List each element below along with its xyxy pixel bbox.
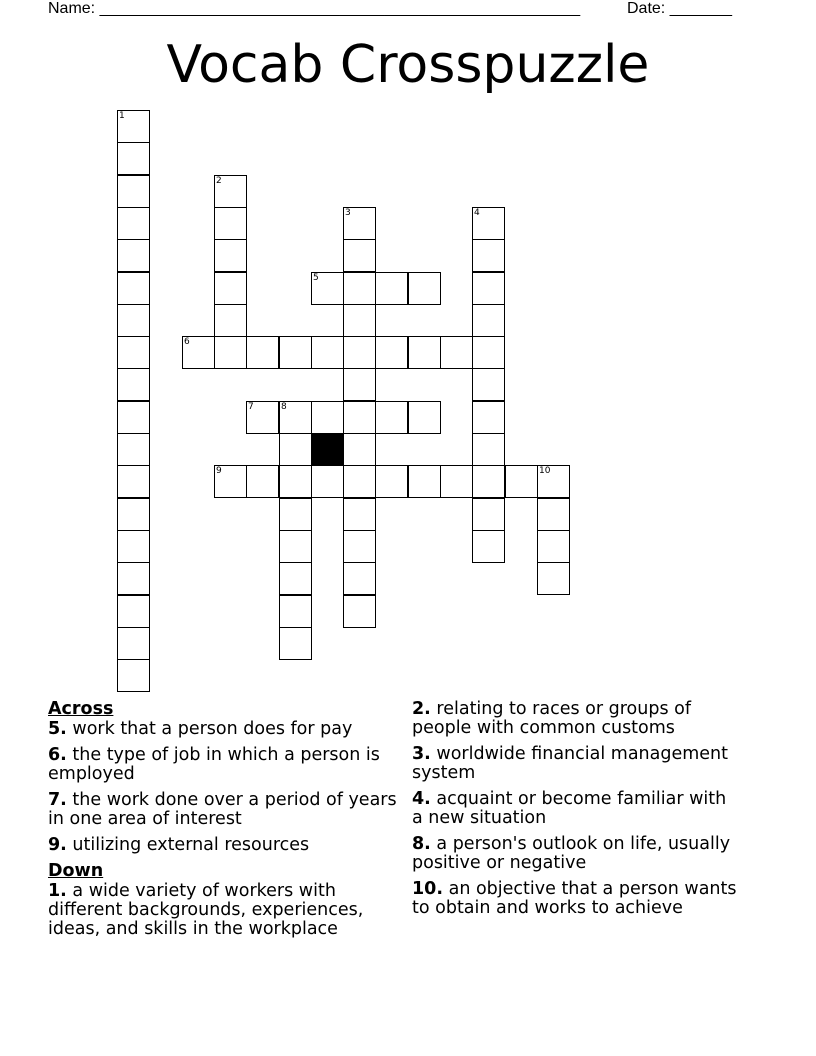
crossword-cell[interactable] [117,562,150,595]
crossword-cell[interactable] [117,401,150,434]
crossword-cell[interactable] [246,465,279,498]
crossword-cell[interactable] [117,530,150,563]
crossword-cell[interactable] [279,595,312,628]
date-field-line: Date: _______ [627,0,732,17]
crossword-cell[interactable] [117,659,150,692]
crossword-cell[interactable] [343,336,376,369]
crossword-cell[interactable] [472,368,505,401]
crossword-cell[interactable] [117,627,150,660]
crossword-cell[interactable] [279,465,312,498]
crossword-cell[interactable] [343,368,376,401]
crossword-cell[interactable] [279,433,312,466]
crossword-cell[interactable] [117,239,150,272]
clue-down-10: 10. an objective that a person wants to obtain and works to achieve [412,879,737,918]
crossword-cell[interactable] [117,368,150,401]
clue-down-1: 1. a wide variety of workers with different backgrounds, experiences, ideas, and skills in the workplace [48,881,364,939]
crossword-cell[interactable] [117,110,150,143]
crossword-cell[interactable] [117,175,150,208]
across-heading: Across [48,699,114,719]
crossword-cell[interactable] [279,401,312,434]
crossword-cell[interactable] [408,401,441,434]
clue-down-3: 3. worldwide financial management system [412,744,728,783]
crossword-cell[interactable] [537,465,570,498]
clue-number: 10 [539,466,551,476]
crossword-cell[interactable] [117,498,150,531]
crossword-cell[interactable] [408,272,441,305]
crossword-cell[interactable] [214,272,247,305]
crossword-cell[interactable] [440,336,473,369]
crossword-cell[interactable] [472,336,505,369]
crossword-cell[interactable] [279,498,312,531]
clue-across-5: 5. work that a person does for pay [48,719,353,739]
crossword-cell[interactable] [472,272,505,305]
crossword-cell[interactable] [537,530,570,563]
crossword-cell[interactable] [343,530,376,563]
crossword-cell[interactable] [343,562,376,595]
crossword-cell[interactable] [472,239,505,272]
clue-number: 2 [216,176,222,186]
crossword-cell[interactable] [117,595,150,628]
clue-across-6: 6. the type of job in which a person is employed [48,745,380,784]
crossword-cell[interactable] [343,498,376,531]
crossword-cell[interactable] [472,401,505,434]
crossword-cell[interactable] [214,239,247,272]
crossword-cell[interactable] [117,433,150,466]
crossword-cell[interactable] [343,207,376,240]
crossword-cell[interactable] [408,336,441,369]
puzzle-title: Vocab Crosspuzzle [166,35,650,95]
crossword-cell[interactable] [311,465,344,498]
clue-number: 5 [313,273,319,283]
crossword-cell[interactable] [537,498,570,531]
crossword-cell[interactable] [472,530,505,563]
clue-number: 3 [345,208,351,218]
crossword-cell[interactable] [343,401,376,434]
crossword-cell[interactable] [472,433,505,466]
crossword-cell[interactable] [440,465,473,498]
crossword-cell[interactable] [311,401,344,434]
down-heading: Down [48,861,104,881]
crossword-black-cell [311,433,344,466]
crossword-cell[interactable] [311,336,344,369]
clue-number: 9 [216,466,222,476]
crossword-cell[interactable] [117,272,150,305]
crossword-cell[interactable] [117,207,150,240]
crossword-cell[interactable] [214,207,247,240]
crossword-cell[interactable] [343,465,376,498]
clue-number: 8 [281,402,287,412]
crossword-cell[interactable] [117,142,150,175]
clue-number: 4 [474,208,480,218]
crossword-cell[interactable] [505,465,538,498]
crossword-cell[interactable] [375,401,408,434]
crossword-cell[interactable] [472,498,505,531]
crossword-cell[interactable] [343,304,376,337]
crossword-cell[interactable] [214,304,247,337]
crossword-cell[interactable] [375,336,408,369]
clues-left-column [48,700,403,946]
crossword-cell[interactable] [472,207,505,240]
clue-across-9: 9. utilizing external resources [48,835,310,855]
crossword-cell[interactable] [182,336,215,369]
crossword-cell[interactable] [117,304,150,337]
crossword-cell[interactable] [214,175,247,208]
crossword-cell[interactable] [343,595,376,628]
crossword-cell[interactable] [472,304,505,337]
name-field-line: Name: ______________________________________________________ [48,0,581,17]
crossword-cell[interactable] [343,433,376,466]
crossword-cell[interactable] [311,272,344,305]
clue-across-7: 7. the work done over a period of years in one area of interest [48,790,397,829]
crossword-cell[interactable] [214,465,247,498]
crossword-cell[interactable] [214,336,247,369]
clue-number: 7 [248,402,254,412]
crossword-cell[interactable] [117,465,150,498]
crossword-cell[interactable] [117,336,150,369]
crossword-cell[interactable] [408,465,441,498]
crossword-cell[interactable] [279,530,312,563]
crossword-cell[interactable] [246,401,279,434]
crossword-cell[interactable] [279,336,312,369]
crossword-cell[interactable] [279,627,312,660]
clue-down-8: 8. a person's outlook on life, usually positive or negative [412,834,731,873]
clue-down-2: 2. relating to races or groups of people with common customs [412,699,692,738]
clue-number: 1 [119,111,125,121]
crossword-cell[interactable] [246,336,279,369]
crossword-cell[interactable] [375,272,408,305]
clue-number: 6 [184,337,190,347]
clues-right-column [412,700,742,925]
crossword-cell[interactable] [279,562,312,595]
crossword-cell[interactable] [343,239,376,272]
crossword-cell[interactable] [375,465,408,498]
clue-down-4: 4. acquaint or become familiar with a new situation [412,789,727,828]
crossword-cell[interactable] [472,465,505,498]
crossword-cell[interactable] [343,272,376,305]
crossword-cell[interactable] [537,562,570,595]
